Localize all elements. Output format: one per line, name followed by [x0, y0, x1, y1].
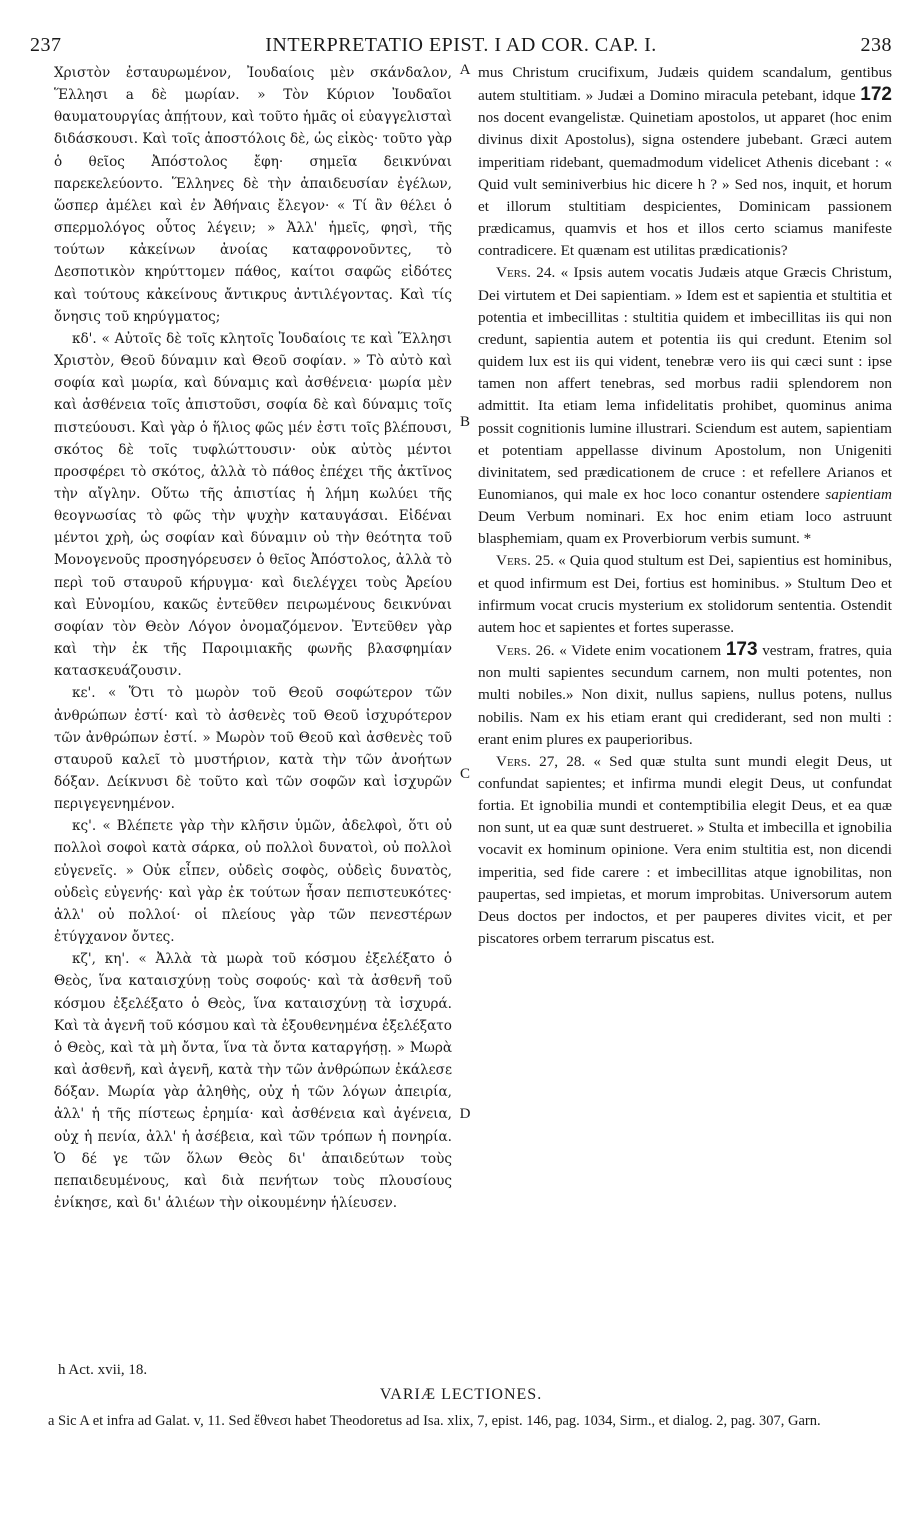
latin-text: « Sed quæ stulta sunt mundi elegit Deus, ut confundat sapientes; et infirma mundi elegit Deus, ut confundat fortia. Et ignobilia mundi et contemptibilia elegit Deus, et ea quæ non sunt, ut ea quæ sunt destrueret. » Stulta et imbecilla et ignobilia vocavit ex hominum opinione. Vera enim stultitia est, non dicendi imperitia, sed fide carere : et imbecillitas atque ignobilitas, non paupertas, sed impietas, et morum improbitas. Universorum autem Deus doctos per indoctos, et per pauperes divites vicit, et per piscatores orbem terrarum piscatus est. — [478, 752, 892, 948]
margin-letter-b: B — [459, 414, 470, 430]
latin-text: mus Christum crucifixum, Judæis quidem scandalum, gentibus autem stultitiam. » Judæi a Domino miracula petebant, idque — [478, 64, 892, 105]
latin-paragraph — [478, 639, 892, 751]
latin-paragraph — [478, 751, 892, 950]
column-number: 172 — [860, 84, 892, 106]
latin-text: nos docent evangelistæ. Quinetiam apostolos, ut apparet (hoc enim divinus dixit Apostolus), signa ostendere jubebant. Græci autem imperitiam ridebant, quemadmodum videlicet Athenis dicebant : « Quid vult seminiverbius hic dicere h ? » Sed nos, inquit, et horum et illorum stultitiam despicientes, Dominicam passionem prædicamus, quamvis et hos et illos certo sciamus manifeste contradicere. Et quænam est utilitas prædicationis? — [478, 109, 892, 260]
latin-text: vestram, fratres, quia non multi sapientes secundum carnem, non multi potentes, non multi nobiles.» Non dixit, nullus sapiens, nullus potens, nullus nobilis. Nam ex his etiam erant qui crediderant, sed non multi : erant enim plures ex pauperioribus. — [478, 642, 893, 748]
column-number: 173 — [725, 639, 758, 661]
running-head — [30, 34, 892, 58]
latin-text: « Videte enim vocationem — [559, 642, 722, 660]
margin-letter-a: A — [459, 62, 471, 78]
greek-column — [54, 62, 452, 1214]
latin-italic: sapientiam — [825, 485, 893, 503]
verse-label: Vers. 26. — [496, 642, 555, 660]
latin-text: « Ipsis autem vocatis Judæis atque Græcis Christum, Dei virtutem et Dei sapientiam. » Idem est et sapientia et stultitia et potentia et imbecillitas : stultitia quidem et imbecillitas iis qui non credunt, sapientia autem et potentia iis qui credunt. Etenim sol quidem lux est iis qui vident, tenebræ vero iis qui cæci sunt : ipse tamen non affert tenebras, sed morbus radii splendorem non admittit. Ita etiam lema infidelitatis prohibet, quominus anima possit cognitionis lumine illustrari. Sciendum est autem, sapientiam et potentiam appellasse divinum Apostolum, non Unigeniti divinitatem, sed prædicationem de cruce : et refellere Arianos et Eunomianos, qui male ex hoc loco conantur ostendere — [478, 264, 892, 503]
page-number-right: 238 — [860, 34, 892, 56]
greek-paragraph: κδ'. « Αὐτοῖς δὲ τοῖς κλητοῖς Ἰουδαίοις τε καὶ Ἕλλησι Χριστὸν, Θεοῦ δύναμιν καὶ Θεοῦ σοφίαν. » Τὸ αὐτὸ καὶ σοφία καὶ μωρία, καὶ δύναμις καὶ ἀσθένεια· μωρία μὲν καὶ ἀσθένεια τοῖς ἀπιστοῦσι, σοφία δὲ καὶ δύναμις τοῖς πιστεύουσι. Καὶ γὰρ ὁ ἥλιος φῶς μέν ἐστι τοῖς βλέπουσι, σκότος δὲ τοῖς τυφλώττουσιν· οὐκ αὐτὸς μέντοι προσφέρει τὸ σκότος, ἀλλὰ τὸ πάθος ἐπέχει τῆς ἀκτῖνος τὴν αἴγλην. Οὕτω τῆς ἀπιστίας ἡ λήμη κωλύει τῆς θεογνωσίας τὸ φῶς τὴν ψυχὴν καταυγάσαι. Εἰδέναι μέντοι χρὴ, ὡς σοφίαν καὶ δύναμιν οὐ τὴν θεότητα τοῦ Μονογενοῦς προσηγόρευσεν ὁ θεῖος Ἀπόστολος, ἀλλὰ τὸ περὶ τοῦ σταυροῦ κήρυγμα· καὶ διελέγχει τοὺς Ἀρείου καὶ Εὐνομίου, κακῶς ἐντεῦθεν πειρωμένους δεικνύναι σοφίαν τὸν Θεὸν Λόγον ὀνομαζόμενον. Ἐντεῦθεν γὰρ καὶ τὴν ἐκ τῆς Παροιμιακῆς φωνῆς βλασφημίαν κατασκευάζουσιν. — [54, 330, 452, 680]
greek-paragraph: κζ', κη'. « Ἀλλὰ τὰ μωρὰ τοῦ κόσμου ἐξελέξατο ὁ Θεὸς, ἵνα καταισχύνῃ τοὺς σοφούς· καὶ τὰ ἀσθενῆ τοῦ κόσμου ἐξελέξατο ὁ Θεὸς, ἵνα καταισχύνῃ τὰ ἰσχυρά. Καὶ τὰ ἀγενῆ τοῦ κόσμου καὶ τὰ ἐξουθενημένα ἐξελέξατο ὁ Θεὸς, καὶ τὰ μὴ ὄντα, ἵνα τὰ ὄντα καταργήσῃ. » Μωρὰ καὶ ἀσθενῆ, καὶ ἀγενῆ, κατὰ τὴν τῶν ἀνθρώπων ἐκάλεσε δόξαν. Μωρία γὰρ ἀληθὴς, οὐχ ἡ τῶν λόγων ἀπειρία, ἀλλ' ἡ τῆς πίστεως ἐρημία· καὶ ἀσθένεια καὶ ἀγένεια, οὐχ ἡ πενία, ἀλλ' ἡ ἀσέβεια, καὶ τῶν τρόπων ἡ πονηρία. Ὁ δέ γε τῶν ὅλων Θεὸς δι' ἀπαιδεύτων τοὺς πεπαιδευμένους, καὶ διὰ πενήτων τοὺς πλουσίους ἐνίκησε, καὶ δι' ἁλιέων τὴν οἰκουμένην ἡλίευσεν. — [54, 951, 452, 1211]
greek-paragraph: κε'. « Ὅτι τὸ μωρὸν τοῦ Θεοῦ σοφώτερον τῶν ἀνθρώπων ἐστί· καὶ τὸ ἀσθενὲς τοῦ Θεοῦ ἰσχυρότερον τῶν ἀνθρώπων ἐστί. » Μωρὸν τοῦ Θεοῦ καὶ ἀσθενὲς τοῦ σταυροῦ καλεῖ τὸ μυστήριον, κατὰ τὴν τῶν ἀνοήτων δόξαν. Δείκνυσι δὲ τοῦτο καὶ τῶν σοφῶν καὶ ἰσχυρῶν περιγεγενημένον. — [54, 685, 452, 813]
margin-letter-c: C — [459, 766, 470, 782]
latin-text: « Quia quod stultum est Dei, sapientius est hominibus, et quod infirmum est Dei, fortius est hominibus. » Stultum Deo et infirmum vocat crucis mysterium ex stolidorum sententia. Ostendit autem hoc et sapientes et fortes superasse. — [478, 552, 892, 636]
latin-text: Deum Verbum nominari. Ex hoc enim etiam loco astruunt blasphemiam, quam ex Proverbiorum verbis sumunt. * — [478, 508, 892, 548]
verse-label: Vers. 24. — [496, 264, 556, 282]
varia-lectiones-note: a Sic A et infra ad Galat. v, 11. Sed ἔθνεσι habet Theodoretus ad Isa. xlix, 7, epist. 146, pag. 1034, Sirm., et dialog. 2, pag. 307, Garn. — [48, 1413, 821, 1429]
running-title: INTERPRETATIO EPIST. I AD COR. CAP. I. — [265, 34, 657, 56]
greek-paragraph: Χριστὸν ἐσταυρωμένον, Ἰουδαίοις μὲν σκάνδαλον, Ἕλλησι a δὲ μωρίαν. » Τὸν Κύριον Ἰουδαῖοι θαυματουργίας ἀπῄτουν, καὶ τοῦτο ἡμᾶς οἱ εὐαγγελισταὶ διδάσκουσι. Καὶ τοῖς ἀποστόλοις δὲ, ὡς εἰκὸς· τοῦτο γὰρ ὁ θεῖος Ἀπόστολος ἔφη· σημεῖα δεικνύναι παρεκελεύοντο. Ἕλληνες δὲ τὴν ἀπαιδευσίαν ἐγέλων, ὥσπερ ἀμέλει καὶ ἐν Ἀθήναις ἔλεγον· « Τί ἂν θέλει ὁ σπερμολόγος οὗτος λέγειν; » Ἀλλ' ἡμεῖς, φησὶ, τῆς τούτων κἀκείνων ἀνοίας καταφρονοῦντες, τὸ Δεσποτικὸν κηρύττομεν πάθος, καίτοι σαφῶς εἰδότες καὶ τούτους κἀκείνους ἄντικρυς ἀντιλέγοντας. Καὶ τίς ὄνησις τοῦ κηρύγματος; — [54, 65, 452, 325]
varia-lectiones-title: VARIÆ LECTIONES. — [379, 1386, 543, 1403]
footnote: h Act. xvii, 18. — [58, 1362, 148, 1378]
latin-paragraph — [478, 262, 892, 550]
latin-paragraph — [478, 62, 892, 262]
verse-label: Vers. 27, 28. — [496, 752, 586, 770]
greek-paragraph: κς'. « Βλέπετε γὰρ τὴν κλῆσιν ὑμῶν, ἀδελφοὶ, ὅτι οὐ πολλοὶ σοφοὶ κατὰ σάρκα, οὐ πολλοὶ δυνατοὶ, οὐ πολλοὶ εὐγενεῖς. » Οὐκ εἶπεν, οὐδεὶς σοφὸς, οὐδεὶς δυνατὸς, οὐδεὶς εὐγενής· καὶ γὰρ ἐκ τούτων ἦσαν πεπιστευκότες· ἀλλ' οὐ πολλοί· οἱ πλείους γὰρ τῶν πενεστέρων ἐτύγχανον ὄντες. — [54, 818, 452, 946]
page-number-left: 237 — [30, 34, 62, 56]
latin-paragraph — [478, 550, 892, 639]
margin-letter-d: D — [459, 1106, 471, 1122]
verse-label: Vers. 25. — [496, 552, 555, 570]
latin-column — [478, 62, 892, 950]
